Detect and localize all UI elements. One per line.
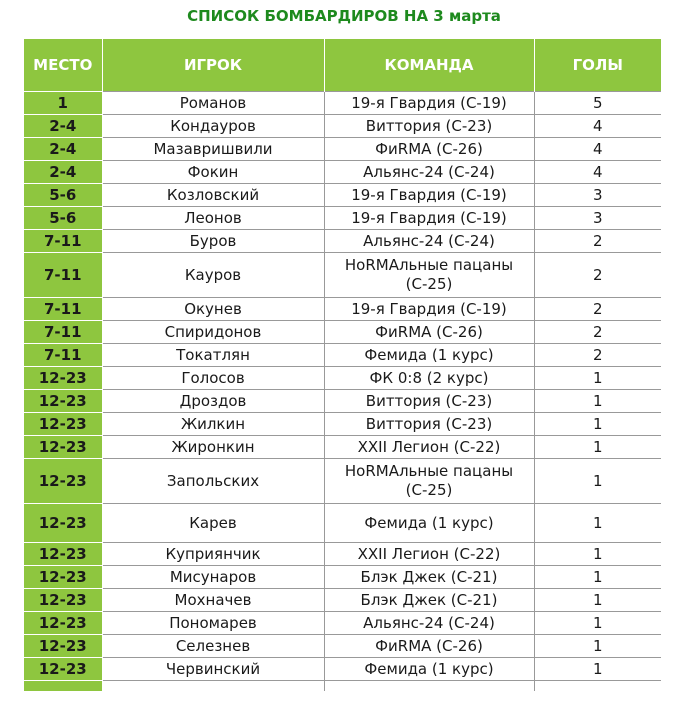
cell-goals: 3 xyxy=(534,184,661,207)
table-row xyxy=(24,612,661,635)
cell-player: Пономарев xyxy=(102,612,324,635)
cell-team: 19-я Гвардия (С-19) xyxy=(324,184,534,207)
cell-place: 12-23 xyxy=(24,635,102,658)
cell-player: Голосов xyxy=(102,367,324,390)
cell-place: 12-23 xyxy=(24,367,102,390)
cell-team: 19-я Гвардия (С-19) xyxy=(324,298,534,321)
cell-player: Фокин xyxy=(102,161,324,184)
cell-team: XXII Легион (С-22) xyxy=(324,436,534,459)
cell-team: ФиRMA (С-26) xyxy=(324,138,534,161)
cell-player: Дроздов xyxy=(102,390,324,413)
spacer-cell xyxy=(324,681,534,692)
cell-place: 12-23 xyxy=(24,658,102,681)
cell-place: 7-11 xyxy=(24,321,102,344)
cell-place: 12-23 xyxy=(24,566,102,589)
table-row xyxy=(24,504,661,543)
cell-team: ФиRMA (С-26) xyxy=(324,321,534,344)
cell-team: 19-я Гвардия (С-19) xyxy=(324,207,534,230)
cell-player: Окунев xyxy=(102,298,324,321)
cell-place: 12-23 xyxy=(24,504,102,543)
header-goals: ГОЛЫ xyxy=(534,39,661,92)
cell-team: НоRMАльные пацаны (С-25) xyxy=(324,459,534,504)
cell-player: Романов xyxy=(102,92,324,115)
table-row xyxy=(24,92,661,115)
cell-goals: 3 xyxy=(534,207,661,230)
cell-team: ФиRMA (С-26) xyxy=(324,635,534,658)
cell-goals: 1 xyxy=(534,436,661,459)
cell-goals: 1 xyxy=(534,413,661,436)
table-row xyxy=(24,367,661,390)
table-footer-spacer xyxy=(24,681,661,692)
cell-goals: 2 xyxy=(534,298,661,321)
cell-player: Спиридонов xyxy=(102,321,324,344)
cell-goals: 1 xyxy=(534,367,661,390)
cell-team: Фемида (1 курс) xyxy=(324,504,534,543)
cell-player: Мохначев xyxy=(102,589,324,612)
cell-goals: 4 xyxy=(534,138,661,161)
cell-place: 12-23 xyxy=(24,436,102,459)
cell-team: Альянс-24 (С-24) xyxy=(324,161,534,184)
spacer-cell xyxy=(24,681,102,692)
cell-place: 12-23 xyxy=(24,413,102,436)
table-row xyxy=(24,543,661,566)
cell-goals: 4 xyxy=(534,115,661,138)
table-row xyxy=(24,459,661,504)
cell-team: НоRMАльные пацаны (С-25) xyxy=(324,253,534,298)
table-row xyxy=(24,138,661,161)
cell-player: Кондауров xyxy=(102,115,324,138)
cell-place: 7-11 xyxy=(24,230,102,253)
cell-goals: 1 xyxy=(534,543,661,566)
cell-team: Виттория (С-23) xyxy=(324,390,534,413)
table-row xyxy=(24,344,661,367)
cell-goals: 2 xyxy=(534,321,661,344)
cell-place: 12-23 xyxy=(24,543,102,566)
cell-place: 7-11 xyxy=(24,298,102,321)
cell-goals: 2 xyxy=(534,230,661,253)
cell-player: Червинский xyxy=(102,658,324,681)
cell-player: Буров xyxy=(102,230,324,253)
table-row xyxy=(24,184,661,207)
table-row xyxy=(24,566,661,589)
cell-team: Альянс-24 (С-24) xyxy=(324,612,534,635)
cell-place: 2-4 xyxy=(24,115,102,138)
cell-team: ФК 0:8 (2 курс) xyxy=(324,367,534,390)
spacer-cell xyxy=(102,681,324,692)
table-row xyxy=(24,161,661,184)
table-row xyxy=(24,321,661,344)
cell-place: 5-6 xyxy=(24,207,102,230)
table-row xyxy=(24,115,661,138)
cell-place: 12-23 xyxy=(24,589,102,612)
cell-player: Козловский xyxy=(102,184,324,207)
cell-team: Фемида (1 курс) xyxy=(324,344,534,367)
cell-player: Жилкин xyxy=(102,413,324,436)
cell-place: 2-4 xyxy=(24,138,102,161)
table-row xyxy=(24,298,661,321)
cell-player: Токатлян xyxy=(102,344,324,367)
cell-goals: 1 xyxy=(534,566,661,589)
cell-goals: 1 xyxy=(534,589,661,612)
cell-place: 12-23 xyxy=(24,390,102,413)
page-title: СПИСОК БОМБАРДИРОВ НА 3 марта xyxy=(187,7,501,25)
cell-player: Мисунаров xyxy=(102,566,324,589)
cell-player: Карев xyxy=(102,504,324,543)
cell-place: 2-4 xyxy=(24,161,102,184)
header-player: ИГРОК xyxy=(102,39,324,92)
cell-player: Кауров xyxy=(102,253,324,298)
cell-goals: 5 xyxy=(534,92,661,115)
cell-place: 12-23 xyxy=(24,612,102,635)
header-place: МЕСТО xyxy=(24,39,102,92)
cell-player: Мазавришвили xyxy=(102,138,324,161)
cell-goals: 1 xyxy=(534,459,661,504)
cell-team: 19-я Гвардия (С-19) xyxy=(324,92,534,115)
cell-player: Жиронкин xyxy=(102,436,324,459)
table-header-row xyxy=(24,39,661,92)
table-row xyxy=(24,230,661,253)
table-row xyxy=(24,635,661,658)
spacer-cell xyxy=(534,681,661,692)
cell-place: 7-11 xyxy=(24,344,102,367)
cell-goals: 1 xyxy=(534,635,661,658)
cell-goals: 1 xyxy=(534,504,661,543)
table-row xyxy=(24,390,661,413)
cell-player: Куприянчик xyxy=(102,543,324,566)
cell-goals: 2 xyxy=(534,253,661,298)
table-row xyxy=(24,413,661,436)
cell-place: 12-23 xyxy=(24,459,102,504)
table-row xyxy=(24,253,661,298)
table-row xyxy=(24,589,661,612)
cell-goals: 1 xyxy=(534,390,661,413)
table-row xyxy=(24,658,661,681)
cell-place: 7-11 xyxy=(24,253,102,298)
cell-team: Альянс-24 (С-24) xyxy=(324,230,534,253)
cell-goals: 1 xyxy=(534,612,661,635)
header-team: КОМАНДА xyxy=(324,39,534,92)
table-row xyxy=(24,207,661,230)
cell-team: Блэк Джек (С-21) xyxy=(324,566,534,589)
scorers-table xyxy=(24,39,661,691)
cell-team: Фемида (1 курс) xyxy=(324,658,534,681)
cell-goals: 1 xyxy=(534,658,661,681)
cell-player: Селезнев xyxy=(102,635,324,658)
cell-place: 1 xyxy=(24,92,102,115)
cell-team: Виттория (С-23) xyxy=(324,115,534,138)
cell-place: 5-6 xyxy=(24,184,102,207)
cell-team: Блэк Джек (С-21) xyxy=(324,589,534,612)
table-row xyxy=(24,436,661,459)
cell-player: Запольских xyxy=(102,459,324,504)
cell-goals: 4 xyxy=(534,161,661,184)
cell-team: XXII Легион (С-22) xyxy=(324,543,534,566)
cell-team: Виттория (С-23) xyxy=(324,413,534,436)
cell-player: Леонов xyxy=(102,207,324,230)
cell-goals: 2 xyxy=(534,344,661,367)
